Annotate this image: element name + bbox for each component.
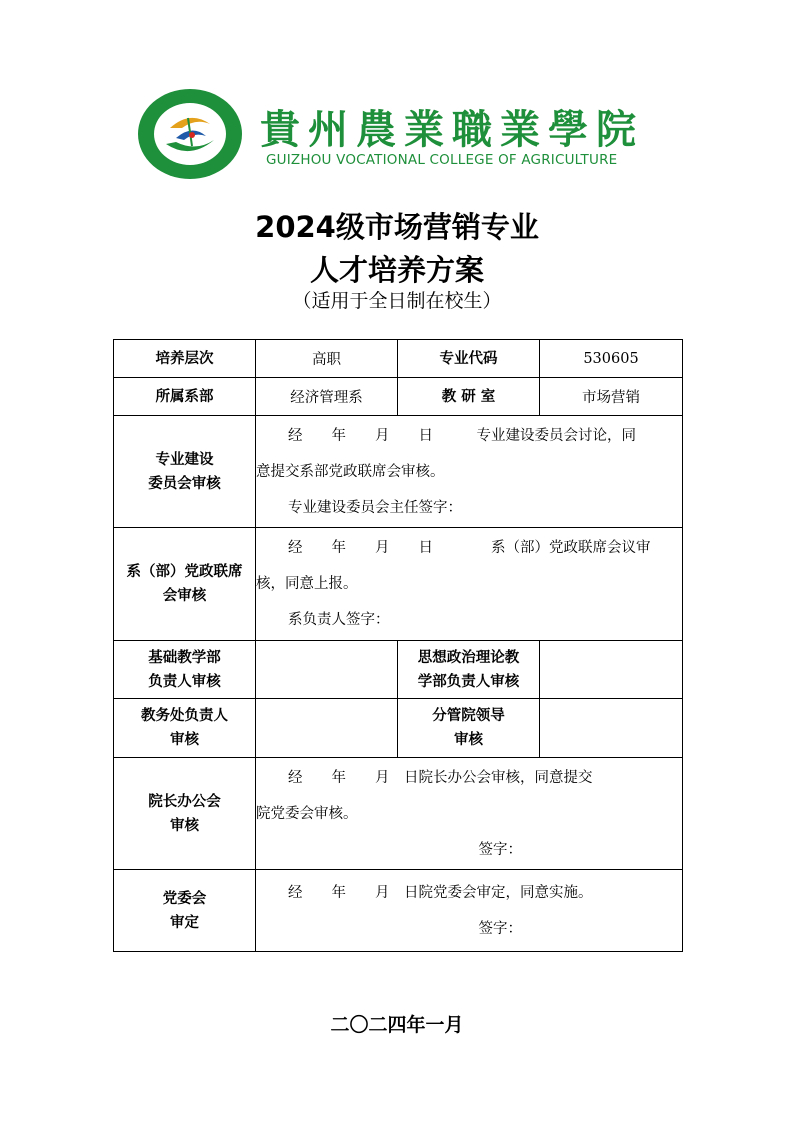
college-name-en: GUIZHOU VOCATIONAL COLLEGE OF AGRICULTURE	[266, 152, 618, 168]
party-committee-label-line1: 党委会	[162, 890, 207, 907]
committee-label	[114, 416, 256, 528]
committee-sign: 专业建设委员会主任签字：	[288, 499, 462, 516]
table-row	[114, 340, 683, 378]
party-committee-line1: 经 年 月 日院党委会审定，同意实施。	[288, 884, 593, 901]
party-committee-sign: 签字：	[478, 920, 522, 937]
academic-affairs-label-line1: 教务处负责人	[141, 708, 228, 724]
ideology-sign-cell	[540, 641, 683, 699]
dept-party-label-line2: 会审核	[162, 588, 207, 604]
table-row	[114, 699, 683, 758]
college-name-cn: 貴州農業職業學院	[260, 106, 644, 153]
committee-label-line1: 专业建设	[155, 451, 214, 468]
basic-teaching-label-line2: 负责人审核	[148, 673, 221, 690]
academic-affairs-label	[114, 699, 256, 758]
level-value: 高职	[256, 340, 398, 378]
document-date: 二〇二四年一月	[330, 1014, 464, 1036]
president-office-review-text	[256, 758, 683, 870]
college-header	[136, 88, 676, 180]
president-office-label-line1: 院长办公会	[148, 793, 221, 810]
president-office-label	[114, 758, 256, 870]
president-office-line1: 经 年 月 日院长办公会审核，同意提交	[288, 769, 593, 786]
table-row	[114, 416, 683, 528]
table-row	[114, 870, 683, 952]
ideology-label-line1: 思想政治理论教	[417, 649, 520, 666]
president-office-line2: 院党委会审核。	[256, 805, 358, 822]
dept-label: 所属系部	[114, 378, 256, 416]
party-committee-review-text	[256, 870, 683, 952]
college-seal-icon	[136, 88, 244, 180]
basic-teaching-label	[114, 641, 256, 699]
dept-party-review-text	[256, 528, 683, 641]
vice-president-sign-cell	[540, 699, 683, 758]
vice-president-label	[398, 699, 540, 758]
office-value: 市场营销	[540, 378, 683, 416]
office-label: 教 研 室	[398, 378, 540, 416]
committee-review-text	[256, 416, 683, 528]
approval-table	[113, 339, 683, 952]
committee-line1: 经 年 月 日 专业建设委员会讨论，同	[288, 427, 636, 444]
code-label: 专业代码	[398, 340, 540, 378]
academic-affairs-sign-cell	[256, 699, 398, 758]
code-value: 530605	[540, 340, 683, 378]
vice-president-label-line1: 分管院领导	[432, 708, 505, 724]
president-office-label-line2: 审核	[170, 817, 199, 834]
dept-value: 经济管理系	[256, 378, 398, 416]
ideology-label	[398, 641, 540, 699]
dept-party-line1: 经 年 月 日 系（部）党政联席会议审	[288, 540, 651, 556]
table-row	[114, 641, 683, 699]
document-title: 2024级市场营销专业	[255, 210, 539, 244]
document-title-line2: 人才培养方案	[309, 253, 484, 287]
table-row	[114, 378, 683, 416]
table-row	[114, 758, 683, 870]
party-committee-label-line2: 审定	[170, 914, 199, 931]
document-subtitle: （适用于全日制在校生）	[292, 290, 502, 312]
president-office-sign: 签字：	[478, 841, 522, 858]
academic-affairs-label-line2: 审核	[170, 732, 199, 748]
basic-teaching-sign-cell	[256, 641, 398, 699]
committee-label-line2: 委员会审核	[148, 475, 221, 492]
party-committee-label	[114, 870, 256, 952]
basic-teaching-label-line1: 基础教学部	[148, 649, 221, 666]
dept-party-label-line1: 系（部）党政联席	[126, 564, 243, 580]
vice-president-label-line2: 审核	[454, 732, 483, 748]
dept-party-sign: 系负责人签字：	[288, 612, 390, 628]
committee-line2: 意提交系部党政联席会审核。	[256, 463, 445, 480]
dept-party-line2: 核，同意上报。	[256, 576, 358, 592]
table-row	[114, 528, 683, 641]
level-label: 培养层次	[114, 340, 256, 378]
ideology-label-line2: 学部负责人审核	[417, 673, 520, 690]
dept-party-label	[114, 528, 256, 641]
